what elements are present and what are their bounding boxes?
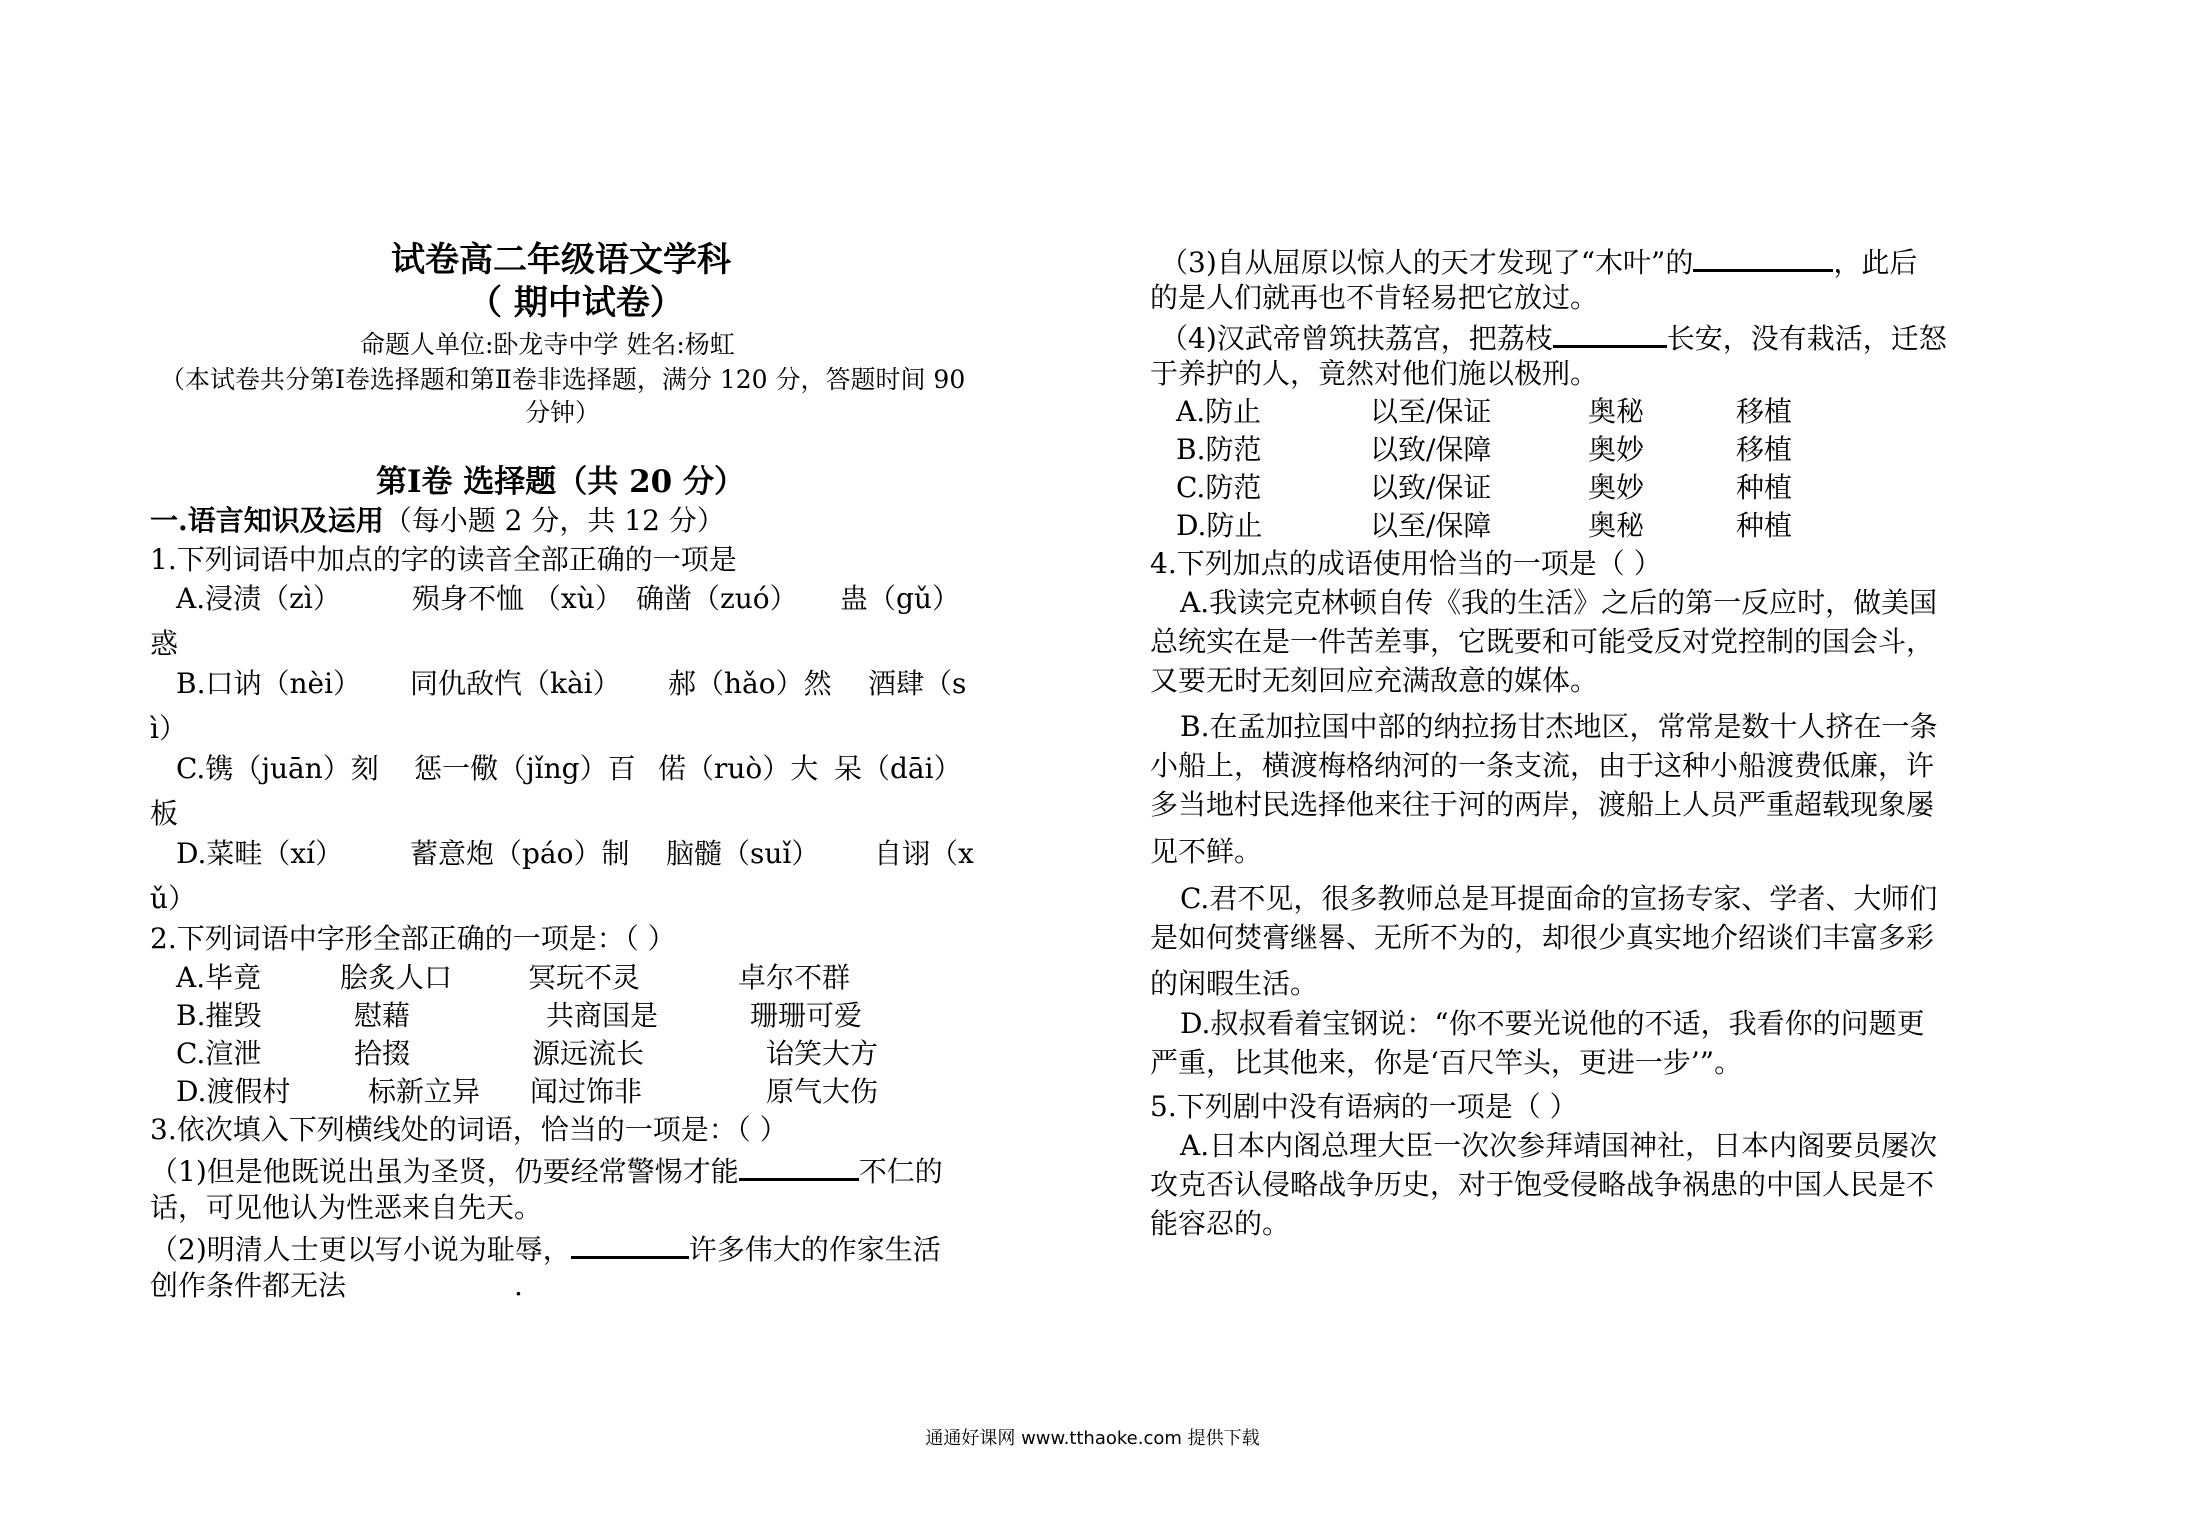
- question-1: 1.下列词语中加点的字的读音全部正确的一项是: [150, 543, 737, 576]
- q3d-item-1: D.防止: [1176, 509, 1263, 542]
- q4-option-b-line-1: B.在孟加拉国中部的纳拉扬甘杰地区，常常是数十人挤在一条: [1180, 710, 1938, 743]
- q1-option-a-wrap: 惑: [150, 627, 179, 660]
- q3d-item-3: 奥秘: [1588, 509, 1645, 542]
- q1a-item-2: 殒身不恤 （xù）: [412, 582, 623, 615]
- q1c-item-2: 惩一儆（jǐng）百: [414, 752, 636, 785]
- q3-sentence-3: [1160, 243, 1917, 280]
- q3-2-text-c: 创作条件都无法: [150, 1269, 347, 1302]
- q1b-item-2: 同仇敌忾（kài）: [410, 667, 621, 700]
- exam-title: 试卷高二年级语文学科: [391, 240, 731, 280]
- q1d-item-1: D.菜畦（xí）: [176, 837, 344, 870]
- q3-option-a: [1176, 395, 1792, 429]
- q3b-item-1: B.防范: [1176, 433, 1262, 466]
- q1-option-a: [176, 582, 960, 616]
- q3-sentence-1: [150, 1152, 943, 1189]
- q5-option-a-line-2: 攻克否认侵略战争历史，对于饱受侵略战争祸患的中国人民是不: [1150, 1168, 1935, 1201]
- q2a-item-4: 卓尔不群: [738, 961, 851, 994]
- q1d-item-4: 自诩（x: [874, 837, 974, 870]
- q3-1-text-b: 不仁的: [858, 1155, 943, 1188]
- exam-note-1: （本试卷共分第Ⅰ卷选择题和第Ⅱ卷非选择题，满分 120 分，答题时间 90: [160, 365, 966, 394]
- q2d-item-1: D.渡假村: [176, 1075, 291, 1108]
- q3a-item-2: 以至/保证: [1370, 395, 1492, 428]
- q3-4-text-a: （4)汉武帝曾筑扶荔宫，把荔枝: [1160, 322, 1553, 355]
- q3-1-blank: [739, 1152, 859, 1181]
- q2b-item-4: 珊珊可爱: [750, 999, 863, 1032]
- q3-2-blank: [571, 1230, 689, 1259]
- q4-option-d-line-2: 严重，比其他来，你是‘百尺竿头，更进一步’”。: [1150, 1046, 1743, 1079]
- q4-option-c-line-1: C.君不见，很多教师总是耳提面命的宣扬专家、学者、大师们: [1180, 882, 1938, 915]
- q1a-item-1: A.浸渍（zì）: [176, 582, 341, 615]
- q3-sentence-4-cont: 于养护的人，竟然对他们施以极刑。: [1150, 357, 1599, 390]
- q2d-item-3: 闻过饰非: [530, 1075, 643, 1108]
- q1d-item-3: 脑髓（suǐ）: [666, 837, 820, 870]
- q1b-item-4: 酒肆（s: [868, 667, 967, 700]
- q2-option-b: [176, 999, 862, 1033]
- q1-option-d-wrap: ǔ）: [150, 882, 197, 915]
- question-4: 4.下列加点的成语使用恰当的一项是（ ）: [1150, 547, 1662, 580]
- q2a-item-3: 冥玩不灵: [528, 961, 641, 994]
- q2c-item-3: 源远流长: [532, 1037, 645, 1070]
- q3c-item-2: 以致/保证: [1370, 471, 1492, 504]
- q2d-item-2: 标新立异: [368, 1075, 481, 1108]
- q4-option-d-line-1: D.叔叔看着宝钢说：“你不要光说他的不适，我看你的问题更: [1180, 1007, 1925, 1040]
- q2a-item-2: 脍炙人口: [340, 961, 453, 994]
- q3-option-b: [1176, 433, 1792, 467]
- q3-3-blank: [1693, 243, 1833, 272]
- q3-option-c: [1176, 471, 1792, 505]
- q2d-item-4: 原气大伤: [766, 1075, 879, 1108]
- q3-option-d: [1176, 509, 1792, 543]
- exam-note-2: 分钟）: [525, 398, 601, 427]
- q3-sentence-2: [150, 1230, 941, 1267]
- q3-4-text-b: 长安，没有栽活，迁怒: [1666, 322, 1947, 355]
- q2c-item-1: C.渲泄: [176, 1037, 262, 1070]
- q3b-item-4: 移植: [1736, 433, 1793, 466]
- q2a-item-1: A.毕竟: [176, 961, 262, 994]
- q3-3-text-a: （3)自从屈原以惊人的天才发现了“木叶”的: [1160, 246, 1694, 279]
- q1-option-c-wrap: 板: [150, 797, 179, 830]
- q3a-item-3: 奥秘: [1588, 395, 1645, 428]
- q2c-item-2: 拾掇: [354, 1037, 411, 1070]
- q3-3-text-b: ，此后: [1833, 246, 1918, 279]
- q3a-item-1: A.防止: [1176, 395, 1262, 428]
- q3-sentence-1-cont: 话，可见他认为性恶来自先天。: [150, 1191, 543, 1224]
- q1b-item-3: 郝（hǎo）然: [668, 667, 832, 700]
- section1-note: （每小题 2 分，共 12 分）: [383, 504, 725, 537]
- question-2: 2.下列词语中字形全部正确的一项是：（ ）: [150, 922, 676, 955]
- section1-heading: [150, 504, 725, 538]
- q1-option-c: [176, 752, 962, 786]
- q4-option-a-line-1: A.我读完克林顿自传《我的生活》之后的第一反应时，做美国: [1180, 586, 1938, 619]
- q1c-item-3: 偌（ruò）大: [658, 752, 819, 785]
- q5-option-a-line-3: 能容忍的。: [1150, 1207, 1291, 1240]
- q3d-item-4: 种植: [1736, 509, 1793, 542]
- q5-option-a-line-1: A.日本内阁总理大臣一次次参拜靖国神社，日本内阁要员屡次: [1180, 1129, 1938, 1162]
- q3-sentence-2-cont: [150, 1269, 523, 1303]
- q3d-item-2: 以至/保障: [1370, 509, 1492, 542]
- q1b-item-1: B.口讷（nèi）: [176, 667, 362, 700]
- q1a-item-4: 蛊（gǔ）: [840, 582, 960, 615]
- q1a-item-3: 确凿（zuó）: [636, 582, 798, 615]
- q2c-item-4: 诒笑大方: [766, 1037, 879, 1070]
- section1-title: 一.语言知识及运用: [150, 504, 384, 537]
- q2-option-d: [176, 1075, 878, 1109]
- q3c-item-3: 奥妙: [1588, 471, 1645, 504]
- q3c-item-1: C.防范: [1176, 471, 1262, 504]
- q1-option-d: [176, 837, 974, 871]
- q2b-item-1: B.摧毁: [176, 999, 262, 1032]
- q3-2-text-d: .: [514, 1269, 523, 1302]
- q1c-item-1: C.镌（juān）刻: [176, 752, 379, 785]
- q3a-item-4: 移植: [1736, 395, 1793, 428]
- question-5: 5.下列剧中没有语病的一项是（ ）: [1150, 1090, 1578, 1123]
- q4-option-a-line-3: 又要无时无刻回应充满敌意的媒体。: [1150, 664, 1599, 697]
- part1-heading: 第Ⅰ卷 选择题（共 20 分）: [376, 464, 746, 500]
- q2b-item-3: 共商国是: [546, 999, 659, 1032]
- q3-sentence-4: [1160, 319, 1947, 356]
- q3-sentence-3-cont: 的是人们就再也不肯轻易把它放过。: [1150, 281, 1599, 314]
- q2b-item-2: 慰藉: [354, 999, 411, 1032]
- q3-4-blank: [1553, 319, 1667, 348]
- q2-option-a: [176, 961, 850, 995]
- q2-option-c: [176, 1037, 878, 1071]
- q3-1-text-a: （1)但是他既说出虽为圣贤，仍要经常警惕才能: [150, 1155, 739, 1188]
- q3b-item-2: 以致/保障: [1370, 433, 1492, 466]
- question-3: 3.依次填入下列横线处的词语，恰当的一项是：（ ）: [150, 1113, 788, 1146]
- q4-option-c-line-3: 的闲暇生活。: [1150, 967, 1319, 1000]
- q1d-item-2: 蓄意炮（páo）制: [410, 837, 630, 870]
- q4-option-b-line-3: 多当地村民选择他来往于河的两岸，渡船上人员严重超载现象屡: [1150, 788, 1935, 821]
- q1-option-b: [176, 667, 966, 701]
- q3-2-blank-2: [346, 1269, 514, 1295]
- author-line: 命题人单位:卧龙寺中学 姓名:杨虹: [360, 330, 735, 359]
- footer-credit: 通通好课网 www.tthaoke.com 提供下载: [925, 1428, 1260, 1449]
- q3-2-text-b: 许多伟大的作家生活: [688, 1233, 941, 1266]
- exam-subtitle: （ 期中试卷）: [468, 283, 684, 323]
- q3-2-text-a: （2)明清人士更以写小说为耻辱，: [150, 1233, 571, 1266]
- q4-option-b-line-2: 小船上，横渡梅格纳河的一条支流，由于这种小船渡费低廉，许: [1150, 749, 1935, 782]
- q4-option-c-line-2: 是如何焚膏继晷、无所不为的，却很少真实地介绍谈们丰富多彩: [1150, 921, 1935, 954]
- q3b-item-3: 奥妙: [1588, 433, 1645, 466]
- q4-option-b-line-4: 见不鲜。: [1150, 835, 1263, 868]
- q1c-item-4: 呆（dāi）: [834, 752, 962, 785]
- q4-option-a-line-2: 总统实在是一件苦差事，它既要和可能受反对党控制的国会斗，: [1150, 625, 1935, 658]
- q3c-item-4: 种植: [1736, 471, 1793, 504]
- q1-option-b-wrap: ì）: [150, 712, 187, 745]
